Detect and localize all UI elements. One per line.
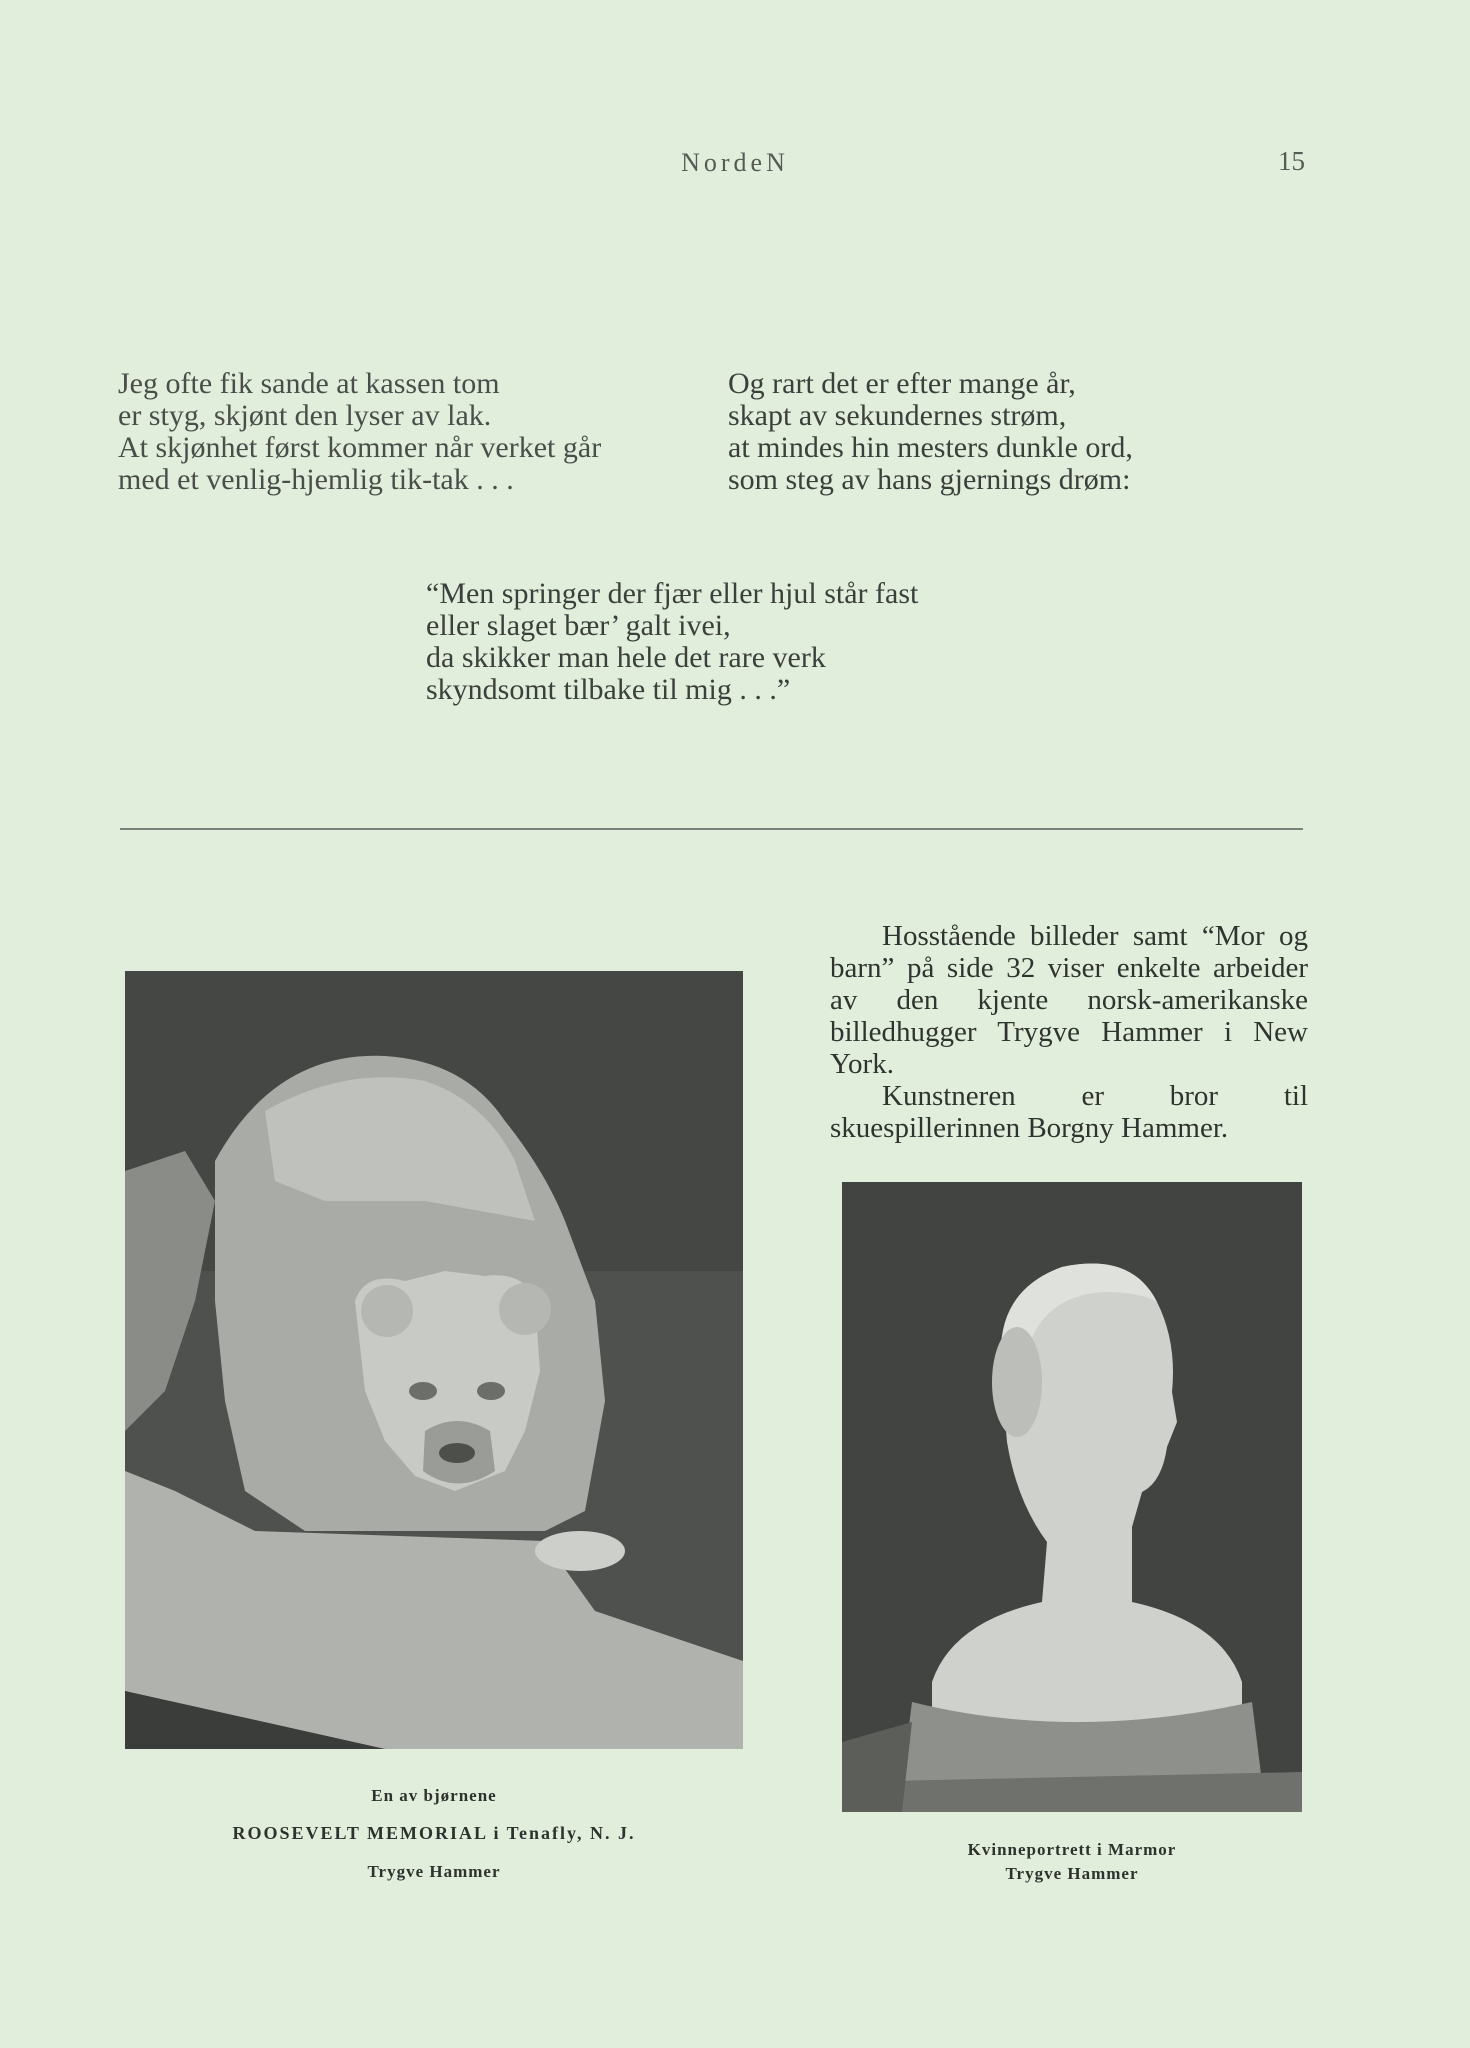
poem-line: er styg, skjønt den lyser av lak. (118, 399, 492, 432)
poem-line: som steg av hans gjernings drøm: (728, 463, 1131, 496)
poem-line: “Men springer der fjær eller hjul står fast (426, 577, 919, 610)
bear-sculpture-image (125, 971, 743, 1749)
marble-bust-photo (842, 1182, 1302, 1812)
poem-line: med et venlig-hjemlig tik-tak . . . (118, 463, 514, 496)
bust-caption-title: Kvinneportrett i Marmor (967, 1840, 1177, 1859)
poem-line: at mindes hin mesters dunkle ord, (728, 431, 1133, 464)
bear-caption-location: ROOSEVELT MEMORIAL i Tenafly, N. J. (232, 1823, 636, 1843)
article-paragraph-1: Hosstående billeder samt “Mor og barn” på side 32 viser enkelte arbeider av den kjente norsk-amerikanske billedhugger Trygve Hammer i New York. (830, 920, 1308, 1080)
poem-stanza-left (118, 368, 601, 496)
poem-stanza-quote (426, 578, 918, 706)
bear-sculpture-photo (125, 971, 743, 1749)
poem-line: eller slaget bær’ galt ivei, (426, 609, 731, 642)
poem-line: da skikker man hele det rare verk (426, 641, 826, 674)
poem-line: Jeg ofte fik sande at kassen tom (118, 367, 500, 400)
poem-line: Og rart det er efter mange år, (728, 367, 1076, 400)
section-divider (120, 828, 1303, 830)
marble-bust-image (842, 1182, 1302, 1812)
page-number: 15 (1278, 146, 1305, 176)
running-head: NordeN (681, 148, 789, 177)
bear-caption-title: En av bjørnene (371, 1786, 497, 1805)
bust-caption-artist: Trygve Hammer (1005, 1864, 1139, 1883)
poem-line: skapt av sekundernes strøm, (728, 399, 1067, 432)
poem-line: At skjønhet først kommer når verket går (118, 431, 602, 464)
bear-caption-artist: Trygve Hammer (367, 1862, 501, 1881)
poem-stanza-right (728, 368, 1133, 496)
poem-line: skyndsomt tilbake til mig . . .” (426, 673, 791, 706)
article-paragraph-2: Kunstneren er bror til skuespillerinnen Borgny Hammer. (830, 1080, 1308, 1144)
